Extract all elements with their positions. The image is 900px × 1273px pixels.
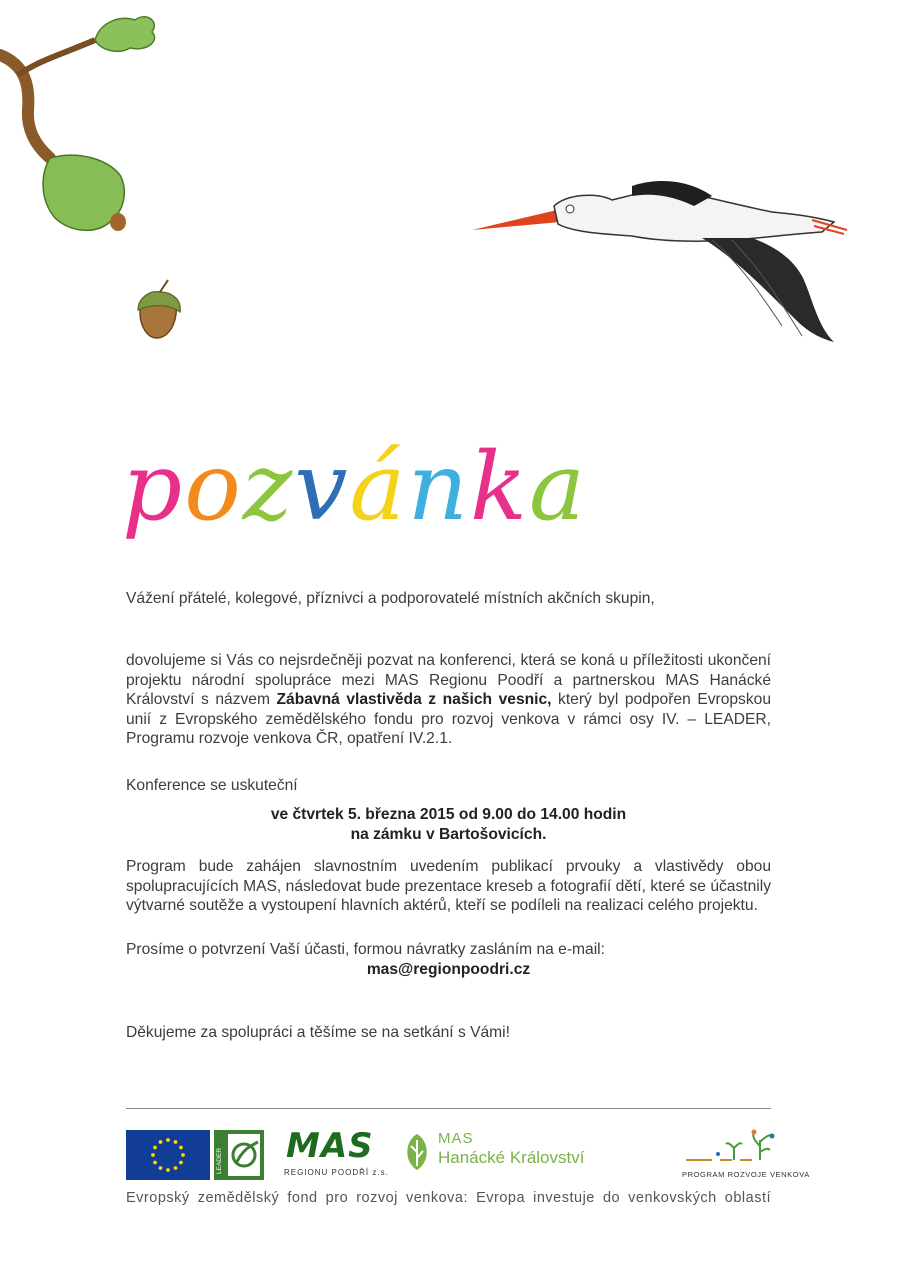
hanacke-logo-bottom: Hanácké Království	[438, 1148, 585, 1167]
eu-star-icon	[179, 1146, 183, 1150]
mas-hanacke-kralovstvi-logo	[402, 1130, 622, 1178]
greeting-text: Vážení přátelé, kolegové, příznivci a podporovatelé místních akčních skupin,	[126, 590, 655, 607]
title-letter: z	[242, 433, 295, 542]
logo-bar	[126, 1126, 810, 1182]
rsvp-text: Prosíme o potvrzení Vaší účasti, formou návratky zasláním na e-mail:	[126, 941, 605, 958]
hanacke-logo-top: MAS	[438, 1130, 474, 1147]
event-place: na zámku v Bartošovicích.	[350, 825, 547, 843]
title-letter: a	[528, 433, 588, 542]
eu-star-icon	[179, 1161, 183, 1165]
eu-star-icon	[159, 1140, 163, 1144]
divider	[126, 1108, 771, 1109]
leader-logo-text: LEADER	[216, 1147, 223, 1174]
page-title	[122, 428, 587, 548]
footer-eafrd-text: Evropský zemědělský fond pro rozvoj venkova: Evropa investuje do venkovských oblastí	[126, 1190, 771, 1206]
mas-logo-text: MAS	[286, 1126, 374, 1166]
eu-flag-icon	[126, 1130, 210, 1180]
project-name: Zábavná vlastivěda z našich vesnic,	[276, 691, 552, 709]
intro-text-end: který byl podpořen Evropskou unií z Evropského zemědělského fondu pro rozvoj venkova v rámci osy IV. – LEADER, Programu rozvoje venkova ČR, opatření IV.2.1.	[126, 691, 771, 748]
leaf-icon	[402, 1132, 432, 1172]
eu-star-icon	[174, 1166, 178, 1170]
eu-star-icon	[153, 1146, 157, 1150]
event-datetime-place	[126, 805, 771, 844]
eu-star-icon	[159, 1166, 163, 1170]
title-letter: n	[407, 433, 471, 542]
intro-paragraph	[126, 651, 771, 749]
prv-logo	[682, 1126, 810, 1180]
event-datetime: ve čtvrtek 5. března 2015 od 9.00 do 14.00 hodin	[270, 806, 627, 823]
intro-text-start: dovolujeme si Vás co nejsrdečněji pozvat na konferenci, která se koná u příležitosti ukončení projektu národní spolupráce mezi MAS Regionu Poodří a partnerskou MAS Hanácké Království s názvem	[126, 652, 771, 709]
prv-logo-text: PROGRAM ROZVOJE VENKOVA	[682, 1170, 810, 1179]
eu-star-icon	[151, 1153, 155, 1157]
eu-star-icon	[166, 1138, 170, 1142]
title-letter: v	[294, 433, 350, 542]
title-letter: o	[184, 433, 243, 542]
prv-sprouts-icon	[682, 1126, 778, 1166]
rsvp-email-link[interactable]: mas@regionpoodri.cz	[366, 961, 531, 978]
mas-logo-subtext: REGIONU POODŘÍ z.s.	[284, 1168, 389, 1177]
thanks-text: Děkujeme za spolupráci a těšíme se na setkání s Vámi!	[126, 1024, 510, 1041]
oak-branch-illustration	[0, 0, 200, 350]
mas-regionu-poodri-logo	[278, 1128, 390, 1180]
stork-illustration	[462, 176, 862, 346]
title-letter: k	[470, 433, 529, 542]
eu-star-icon	[166, 1168, 170, 1172]
eu-star-icon	[181, 1153, 185, 1157]
title-letter: p	[122, 433, 185, 542]
leader-logo-icon	[214, 1130, 264, 1180]
conference-intro: Konference se uskuteční	[126, 777, 298, 794]
program-paragraph: Program bude zahájen slavnostním uvedením publikací prvouky a vlastivědy obou spolupracujících MAS, následovat bude prezentace kreseb a fotografií dětí, které se účastnily výtvarné soutěže a vystoupení hlavních aktérů, kteří se podíleli na realizaci celého projektu.	[126, 858, 771, 915]
title-letter: á	[349, 433, 408, 542]
eu-star-icon	[153, 1161, 157, 1165]
eu-star-icon	[174, 1140, 178, 1144]
